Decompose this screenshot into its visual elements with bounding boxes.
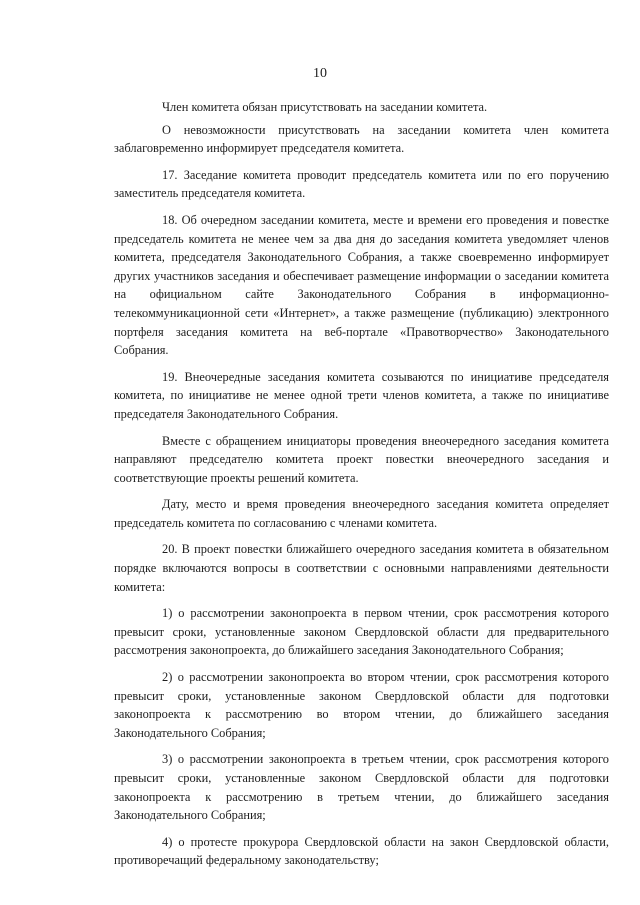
page-number: 10 — [313, 66, 327, 81]
paragraph: 1) о рассмотрении законопроекта в первом чтении, срок рассмотрения которого превысит сроки, установленные законом Свердловской области для предварительного рассмотрения законопроекта, до ближайшего заседания Законодательного Собрания; — [114, 606, 609, 658]
paragraph: 3) о рассмотрении законопроекта в третьем чтении, срок рассмотрения которого превысит сроки, установленные законом Свердловской области для подготовки законопроекта к рассмотрению в третьем чтении, до ближайшего заседания Законодательного Собрания; — [114, 752, 609, 823]
paragraph: Дату, место и время проведения внеочередного заседания комитета определяет председатель комитета по согласованию с членами комитета. — [114, 497, 609, 530]
paragraph: 17. Заседание комитета проводит председатель комитета или по его поручению заместитель председателя комитета. — [114, 167, 609, 201]
paragraph: 2) о рассмотрении законопроекта во втором чтении, срок рассмотрения которого превысит сроки, установленные законом Свердловской области для подготовки законопроекта к рассмотрению во втором чтении, до ближайшего заседания Законодательного Собрания; — [114, 670, 609, 740]
paragraph: 18. Об очередном заседании комитета, месте и времени его проведения и повестке председатель комитета не менее чем за два дня до заседания комитета уведомляет членов комитета, председателя Законодательного Собрания, а также своевременно информирует других участников заседания и обеспечивает размещение информации о заседании комитета на официальном сайте Законодательного Собрания в информационно-телекоммуникационной сети «Интернет», а также размещение (публикацию) электронного портфеля заседания комитета на веб-портале «Правотворчество» Законодательного Собрания. — [114, 212, 609, 358]
paragraph: О невозможности присутствовать на заседании комитета член комитета заблаговременно информирует председателя комитета. — [114, 122, 609, 156]
paragraph: Член комитета обязан присутствовать на заседании комитета. — [162, 100, 488, 114]
paragraph: Вместе с обращением инициаторы проведения внеочередного заседания комитета направляют председателю комитета проект повестки внеочередного заседания и соответствующие проекты решений комитета. — [114, 433, 609, 485]
document-body — [114, 98, 609, 878]
paragraph: 20. В проект повестки ближайшего очередного заседания комитета в обязательном порядке включаются вопросы в соответствии с основными направлениями деятельности комитета: — [114, 542, 609, 594]
paragraph: 19. Внеочередные заседания комитета созываются по инициативе председателя комитета, по инициативе не менее одной трети членов комитета, а также по инициативе председателя Законодательного Собрания. — [114, 369, 609, 421]
paragraph: 4) о протесте прокурора Свердловской области на закон Свердловской области, противоречащий федеральному законодательству; — [114, 834, 609, 868]
